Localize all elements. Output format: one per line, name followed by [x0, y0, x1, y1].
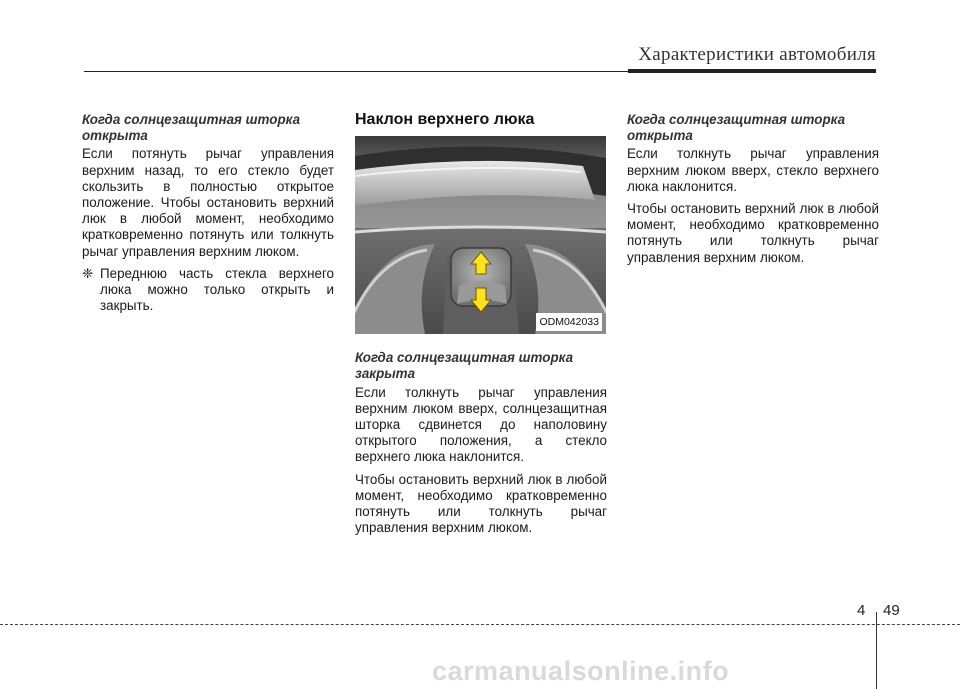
column-middle	[355, 112, 607, 542]
watermark: carmanualsonline.info	[432, 656, 730, 686]
note	[82, 266, 334, 315]
note-marker-icon: ❈	[82, 265, 94, 281]
paragraph-stop-tilt-right: Чтобы остановить верхний люк в любой момент, необходимо кратковременно потянуть или толкнуть рычаг управления верхним люком.	[627, 201, 879, 265]
paragraph-stop-tilt: Чтобы остановить верхний люк в любой момент, необходимо кратковременно потянуть или толкнуть рычаг управления верхним люком.	[355, 471, 607, 536]
page-number: 49	[883, 602, 900, 619]
footer-vertical-rule	[876, 612, 877, 689]
sunroof-switch-illustration	[355, 136, 606, 334]
chapter-number: 4	[857, 602, 866, 619]
page-header-title: Характеристики автомобиля	[638, 44, 876, 65]
note-text: Переднюю часть стекла верхнего люка можно только открыть и закрыть.	[100, 265, 334, 314]
footer-dashed-rule	[0, 624, 960, 625]
paragraph-tilt-half: Если толкнуть рычаг управления верхним люком вверх, солнцезащитная шторка сдвинется до наполовину открытого положения, а стекло верхнего люка наклонится.	[355, 384, 607, 465]
paragraph-tilt-glass: Если толкнуть рычаг управления верхним люком вверх, стекло верхнего люка наклонится.	[627, 146, 879, 194]
subheading-shade-closed: Когда солнцезащитная шторка закрыта	[355, 350, 574, 382]
paragraph-slide-open: Если потянуть рычаг управления верхним назад, то его стекло будет скользить в полностью открытое положение. Чтобы остановить верхний люк в любой момент, необходимо кратковременно потянуть или толкнуть рычаг управления верхним люком.	[82, 146, 334, 259]
subheading-shade-open-tilt: Когда солнцезащитная шторка открыта	[627, 112, 846, 144]
column-right	[627, 112, 879, 272]
column-left	[82, 112, 334, 314]
section-title-tilt: Наклон верхнего люка	[355, 111, 535, 128]
figure-code: ODM042033	[536, 313, 602, 331]
sunroof-control-figure	[355, 136, 606, 334]
header-rule-accent	[628, 69, 876, 73]
subheading-shade-open: Когда солнцезащитная шторка открыта	[82, 112, 301, 144]
